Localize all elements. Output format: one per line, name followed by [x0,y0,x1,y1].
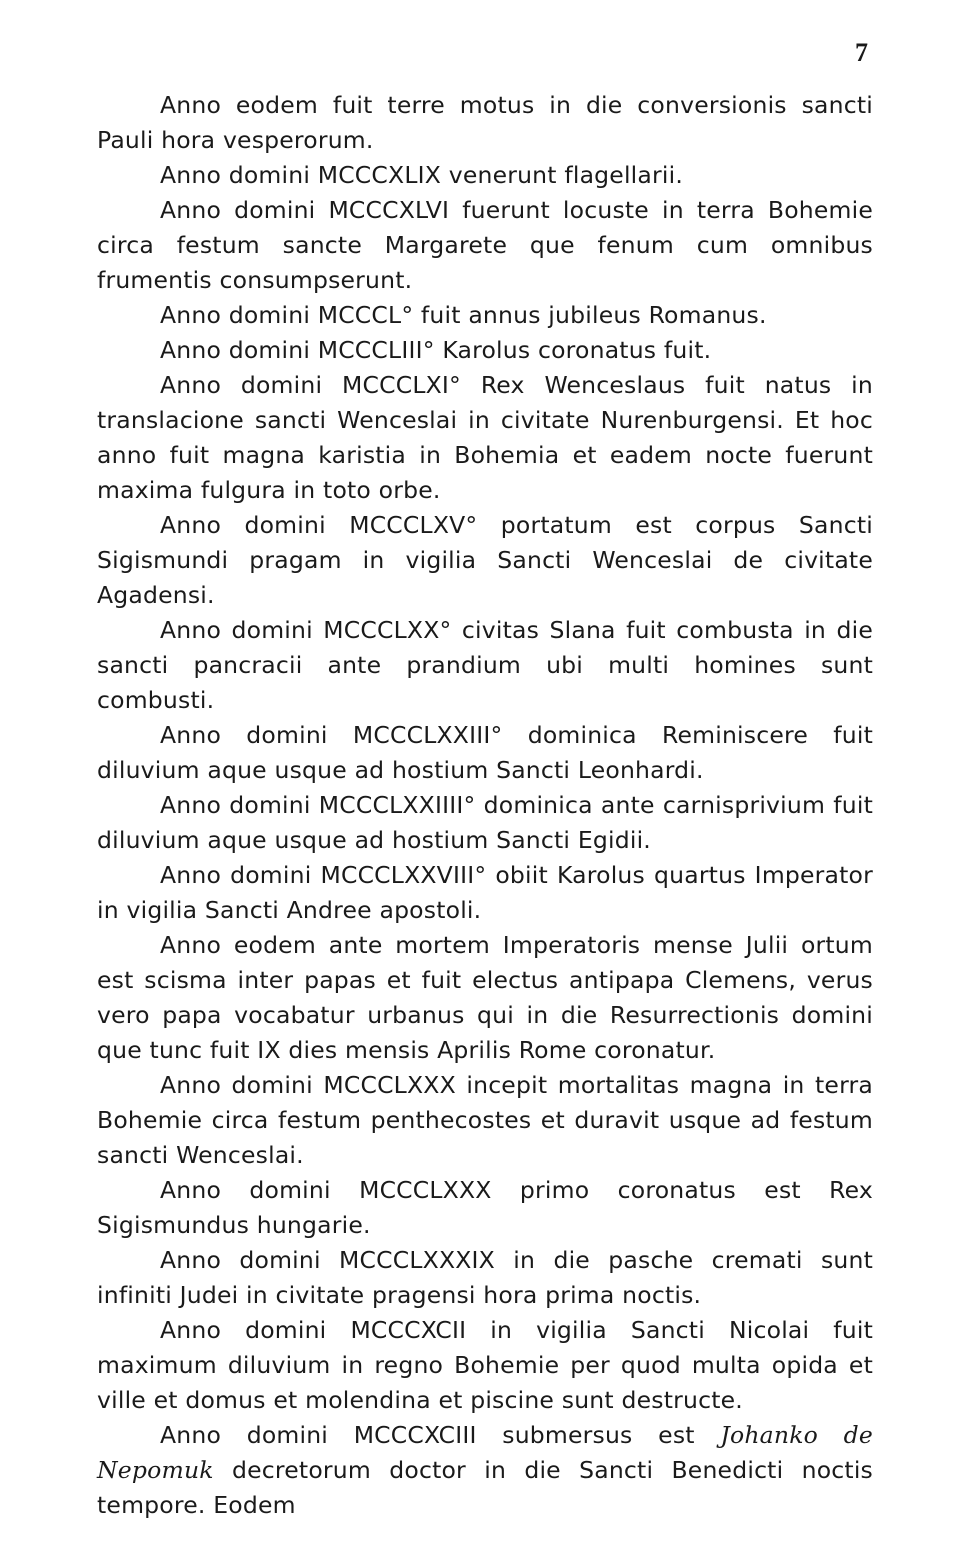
page-number: 7 [855,38,868,67]
chronicle-entry: Anno eodem ante mortem Imperatoris mense Julii ortum est scisma inter papas et fuit electus antipapa Clemens, verus vero papa vocabatur urbanus qui in die Resurrectionis domini que tunc fuit IX dies mensis Aprilis Rome coronatur. [97,931,873,1064]
chronicle-entry: Anno domini MCCCL° fuit annus jubileus Romanus. [160,301,767,329]
chronicle-entry: Anno domini MCCCLXXVIII° obiit Karolus quartus Imperator in vigilia Sancti Andree apostoli. [97,861,873,924]
chronicle-text [97,88,873,1523]
chronicle-entry: Anno domini MCCCXCII in vigilia Sancti Nicolai fuit maximum diluvium in regno Bohemie per quod multa opida et ville et domus et molendina et piscine sunt destructe. [97,1316,873,1414]
entry-text-end: decretorum doctor in die Sancti Benedicti noctis tempore. Eodem [97,1456,873,1519]
chronicle-entry: Anno domini MCCCLXXIIII° dominica ante carnisprivium fuit diluvium aque usque ad hostium Sancti Egidii. [97,791,873,854]
chronicle-entry: Anno domini MCCCXLIX venerunt flagellarii. [160,161,683,189]
chronicle-entry: Anno domini MCCCLIII° Karolus coronatus fuit. [160,336,712,364]
chronicle-entry: Anno domini MCCCXLVI fuerunt locuste in terra Bohemie circa festum sancte Margarete que fenum cum omnibus frumentis consumpserunt. [97,196,873,294]
chronicle-entry: Anno domini MCCCLXI° Rex Wenceslaus fuit natus in translacione sancti Wenceslai in civitate Nurenburgensi. Et hoc anno fuit magna karistia in Bohemia et eadem nocte fuerunt maxima fulgura in toto orbe. [97,371,873,504]
chronicle-entry: Anno domini MCCCLXV° portatum est corpus Sancti Sigismundi pragam in vigilia Sancti Wenceslai de civitate Agadensi. [97,511,873,609]
chronicle-entry: Anno domini MCCCLXXX incepit mortalitas magna in terra Bohemie circa festum penthecostes et duravit usque ad festum sancti Wenceslai. [97,1071,873,1169]
chronicle-entry-last [97,1418,873,1523]
chronicle-entry: Anno domini MCCCLXXIII° dominica Reminiscere fuit diluvium aque usque ad hostium Sancti Leonhardi. [97,721,873,784]
chronicle-entry: Anno domini MCCCLXX° civitas Slana fuit combusta in die sancti pancracii ante prandium ubi multi homines sunt combusti. [97,616,873,714]
chronicle-entry: Anno eodem fuit terre motus in die conversionis sancti Pauli hora vesperorum. [97,91,873,154]
entry-text-start: Anno domini MCCCXCIII submersus est [160,1421,721,1449]
chronicle-entry: Anno domini MCCCLXXXIX in die pasche cremati sunt infiniti Judei in civitate pragensi hora prima noctis. [97,1246,873,1309]
person-name: Johanko de Nepomuk [97,1421,873,1484]
chronicle-entry: Anno domini MCCCLXXX primo coronatus est Rex Sigismundus hungarie. [97,1176,873,1239]
